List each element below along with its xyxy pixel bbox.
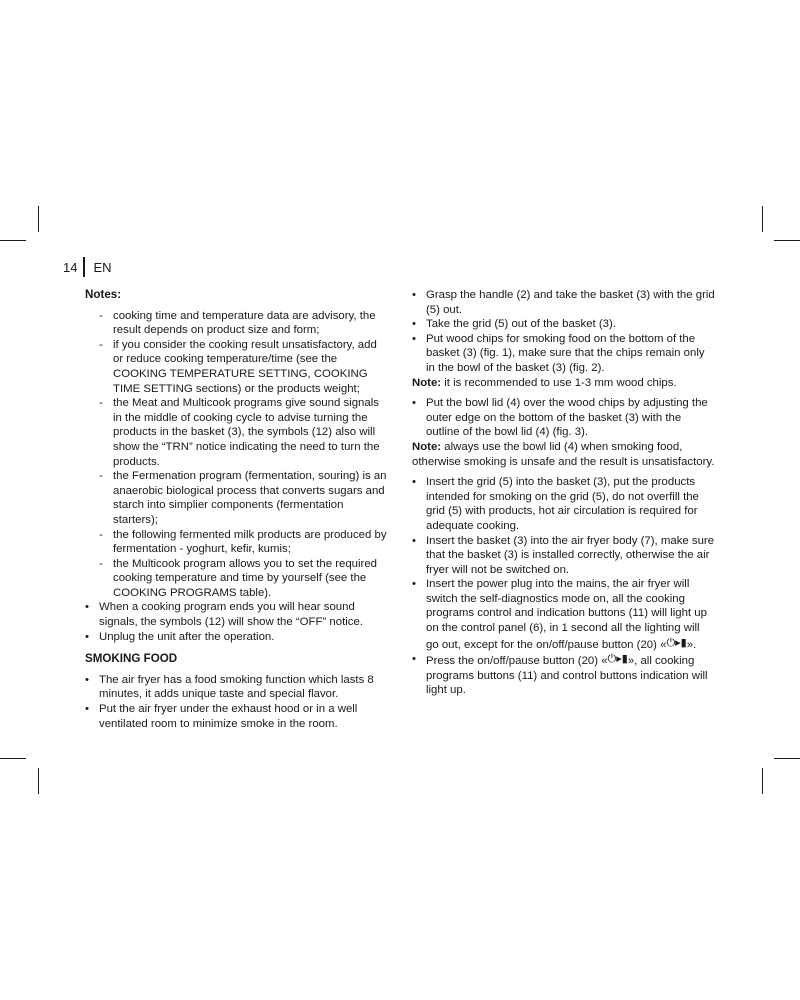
list-item: • Put the air fryer under the exhaust hood or in a well ventilated room to minimize smoke in the room. [85,702,388,731]
list-item: - the Multicook program allows you to set the required cooking temperature and time by yourself (see the COOKING PROGRAMS table). [85,557,388,601]
list-item: • Insert the power plug into the mains, the air fryer will switch the self-diagnostics mode on, all the cooking programs control and indication buttons (11) will light up on the control panel (6), in 1 second all the lighting will go out, except for the on/off/pause button (20) «⏻▸▮». [412,577,715,652]
crop-mark [0,758,26,759]
bullet-list [85,600,388,644]
page-header [63,257,112,277]
list-item: • Insert the grid (5) into the basket (3), put the products intended for smoking on the grid (5), do not overfill the grid (5) with products, hot air circulation is required for adequate cooking. [412,475,715,533]
note-label: Note: [412,376,442,389]
crop-mark [762,768,763,794]
smoking-bullet-list [85,673,388,731]
bullet-list [412,475,715,698]
power-pause-icon: ⏻▸▮ [666,636,687,649]
list-item: • Put the bowl lid (4) over the wood chips by adjusting the outer edge on the bottom of the basket (3) with the outline of the bowl lid (4) (fig. 3). [412,396,715,440]
power-pause-icon: ⏻▸▮ [607,653,628,666]
crop-mark [38,768,39,794]
list-item: • When a cooking program ends you will hear sound signals, the symbols (12) will show the “OFF” notice. [85,600,388,629]
list-item: • Unplug the unit after the operation. [85,630,388,645]
crop-mark [762,206,763,232]
list-item: • Put wood chips for smoking food on the bottom of the basket (3) (fig. 1), make sure that the chips remain only in the bowl of the basket (3) (fig. 2). [412,332,715,376]
bullet-list [412,288,715,376]
list-item: - if you consider the cooking result unsatisfactory, add or reduce cooking temperature/time (see the COOKING TEMPERATURE SETTING, COOKING TIME SETTING sections) or the products weight; [85,338,388,396]
list-item: - the following fermented milk products are produced by fermentation - yoghurt, kefir, kumis; [85,528,388,557]
note-text: always use the bowl lid (4) when smoking food, otherwise smoking is unsafe and the result is unsatisfactory. [412,440,715,468]
note-label: Note: [412,440,442,453]
list-item: • Insert the basket (3) into the air fryer body (7), make sure that the basket (3) is installed correctly, otherwise the air fryer will not be switched on. [412,534,715,578]
header-divider [83,257,85,277]
list-item: • Grasp the handle (2) and take the basket (3) with the grid (5) out. [412,288,715,317]
crop-mark [0,240,26,241]
crop-mark [774,758,800,759]
list-item: - the Fermenation program (fermentation, souring) is an anaerobic biological process that converts sugars and starch into simplier components (fermentation starters); [85,469,388,527]
note-paragraph [412,376,715,391]
left-column [85,288,388,731]
crop-mark [774,240,800,241]
list-item: • Take the grid (5) out of the basket (3). [412,317,715,332]
list-item: • Press the on/off/pause button (20) «⏻▸▮», all cooking programs buttons (11) and control buttons indication will light up. [412,652,715,698]
bullet-list [412,396,715,440]
note-text: it is recommended to use 1-3 mm wood chips. [441,376,677,389]
list-item: • The air fryer has a food smoking function which lasts 8 minutes, it adds unique taste and special flavor. [85,673,388,702]
page-language: EN [93,259,112,275]
list-item: - the Meat and Multicook programs give sound signals in the middle of cooking cycle to advise turning the products in the basket (3), the symbols (12) also will show the “TRN” notice indicating the need to turn the products. [85,396,388,469]
right-column [412,288,715,698]
section-title: SMOKING FOOD [85,652,178,666]
page-number: 14 [63,259,78,275]
crop-mark [38,206,39,232]
notes-title: Notes: [85,288,122,301]
note-paragraph [412,440,715,469]
notes-list [85,309,388,601]
list-item: - cooking time and temperature data are advisory, the result depends on product size and form; [85,309,388,338]
